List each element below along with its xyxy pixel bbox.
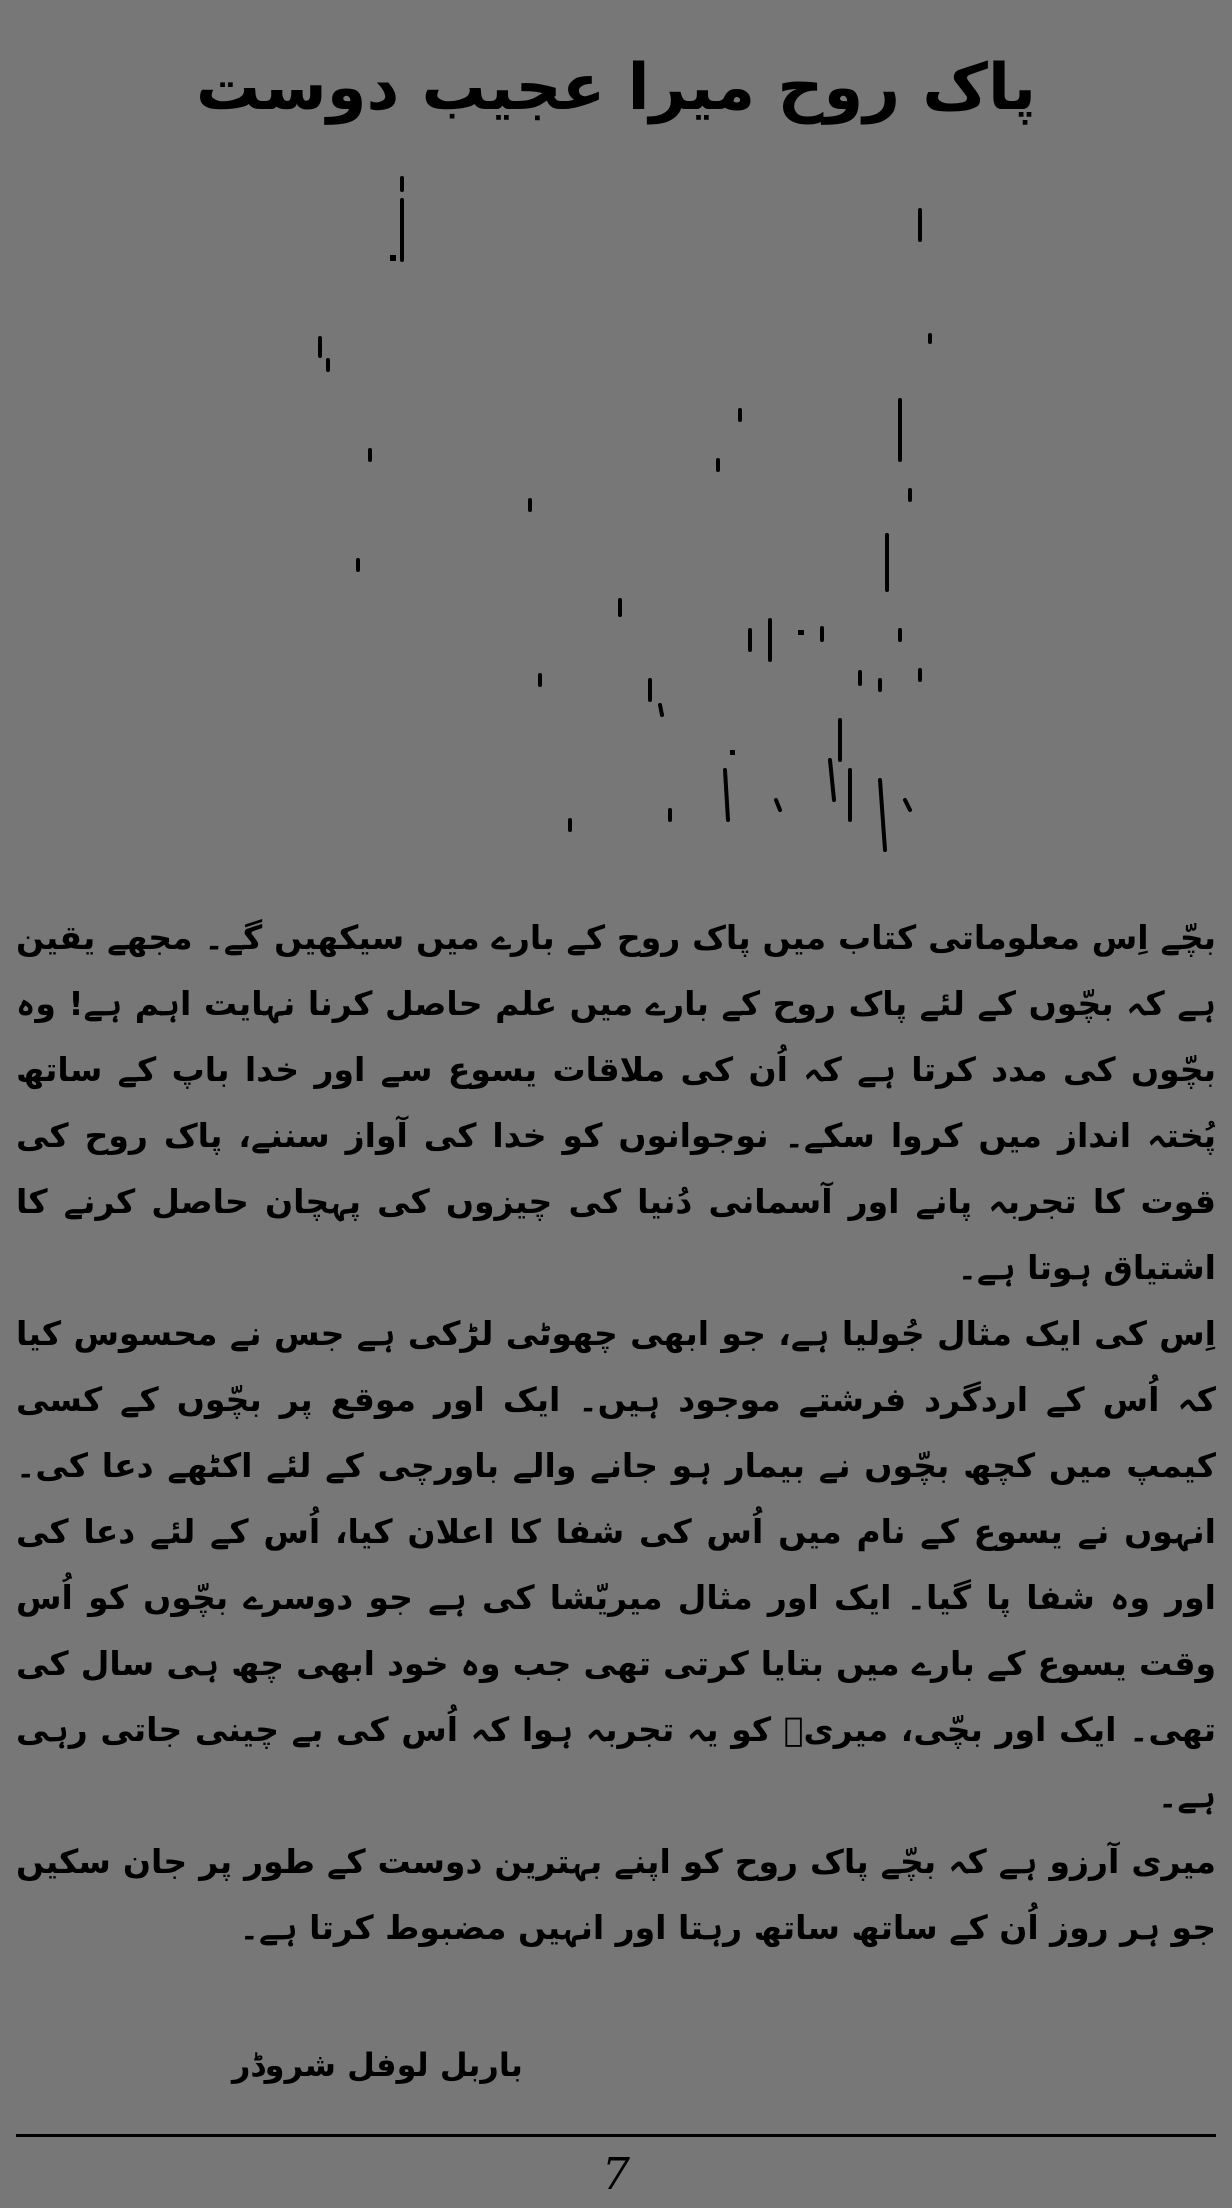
body-text xyxy=(16,905,1216,1961)
paragraph-3: میری آرزو ہے کہ بچّے پاک روح کو اپنے بہترین دوست کے طور پر جان سکیں جو ہر روز اُن کے ساتھ ساتھ رہتا اور انہیں مضبوط کرتا ہے۔ xyxy=(16,1842,1216,1947)
page-number: 7 xyxy=(602,2149,630,2200)
faded-illustration xyxy=(270,160,970,860)
illustration-strokes xyxy=(270,160,970,860)
footer-divider xyxy=(16,2134,1216,2137)
page-title: پاک روح میرا عجیب دوست xyxy=(196,51,1036,125)
paragraph-1: بچّے اِس معلوماتی کتاب میں پاک روح کے بارے میں سیکھیں گے۔ مجھے یقین ہے کہ بچّوں کے لئے پاک روح کے بارے میں علم حاصل کرنا نہایت اہم ہے! وہ بچّوں کی مدد کرتا ہے کہ اُن کی ملاقات یسوع سے اور خدا باپ کے ساتھ پُختہ انداز میں کروا سکے۔ نوجوانوں کو خدا کی آواز سننے، پاک روح کی قوت کا تجربہ پانے اور آسمانی دُنیا کی چیزوں کی پہچان حاصل کرنے کا اشتیاق ہوتا ہے۔ xyxy=(16,918,1216,1287)
author-signature: باربل لوفل شروڈر xyxy=(232,2046,523,2084)
paragraph-2: اِس کی ایک مثال جُولیا ہے، جو ابھی چھوٹی لڑکی ہے جس نے محسوس کیا کہ اُس کے اردگرد فرشتے موجود ہیں۔ ایک اور موقع پر بچّوں کے کسی کیمپ میں کچھ بچّوں نے بیمار ہو جانے والے باورچی کے لئے اکٹھے دعا کی۔ انہوں نے یسوع کے نام میں اُس کی شفا کا اعلان کیا، اُس کے لئے دعا کی اور وہ شفا پا گیا۔ ایک اور مثال میریّشا کی ہے جو دوسرے بچّوں کو اُس وقت یسوع کے بارے میں بتایا کرتی تھی جب وہ خود ابھی چھ ہی سال کی تھی۔ ایک اور بچّی، میریؔ کو یہ تجربہ ہوا کہ اُس کی بے چینی جاتی رہی ہے۔ xyxy=(16,1314,1216,1815)
